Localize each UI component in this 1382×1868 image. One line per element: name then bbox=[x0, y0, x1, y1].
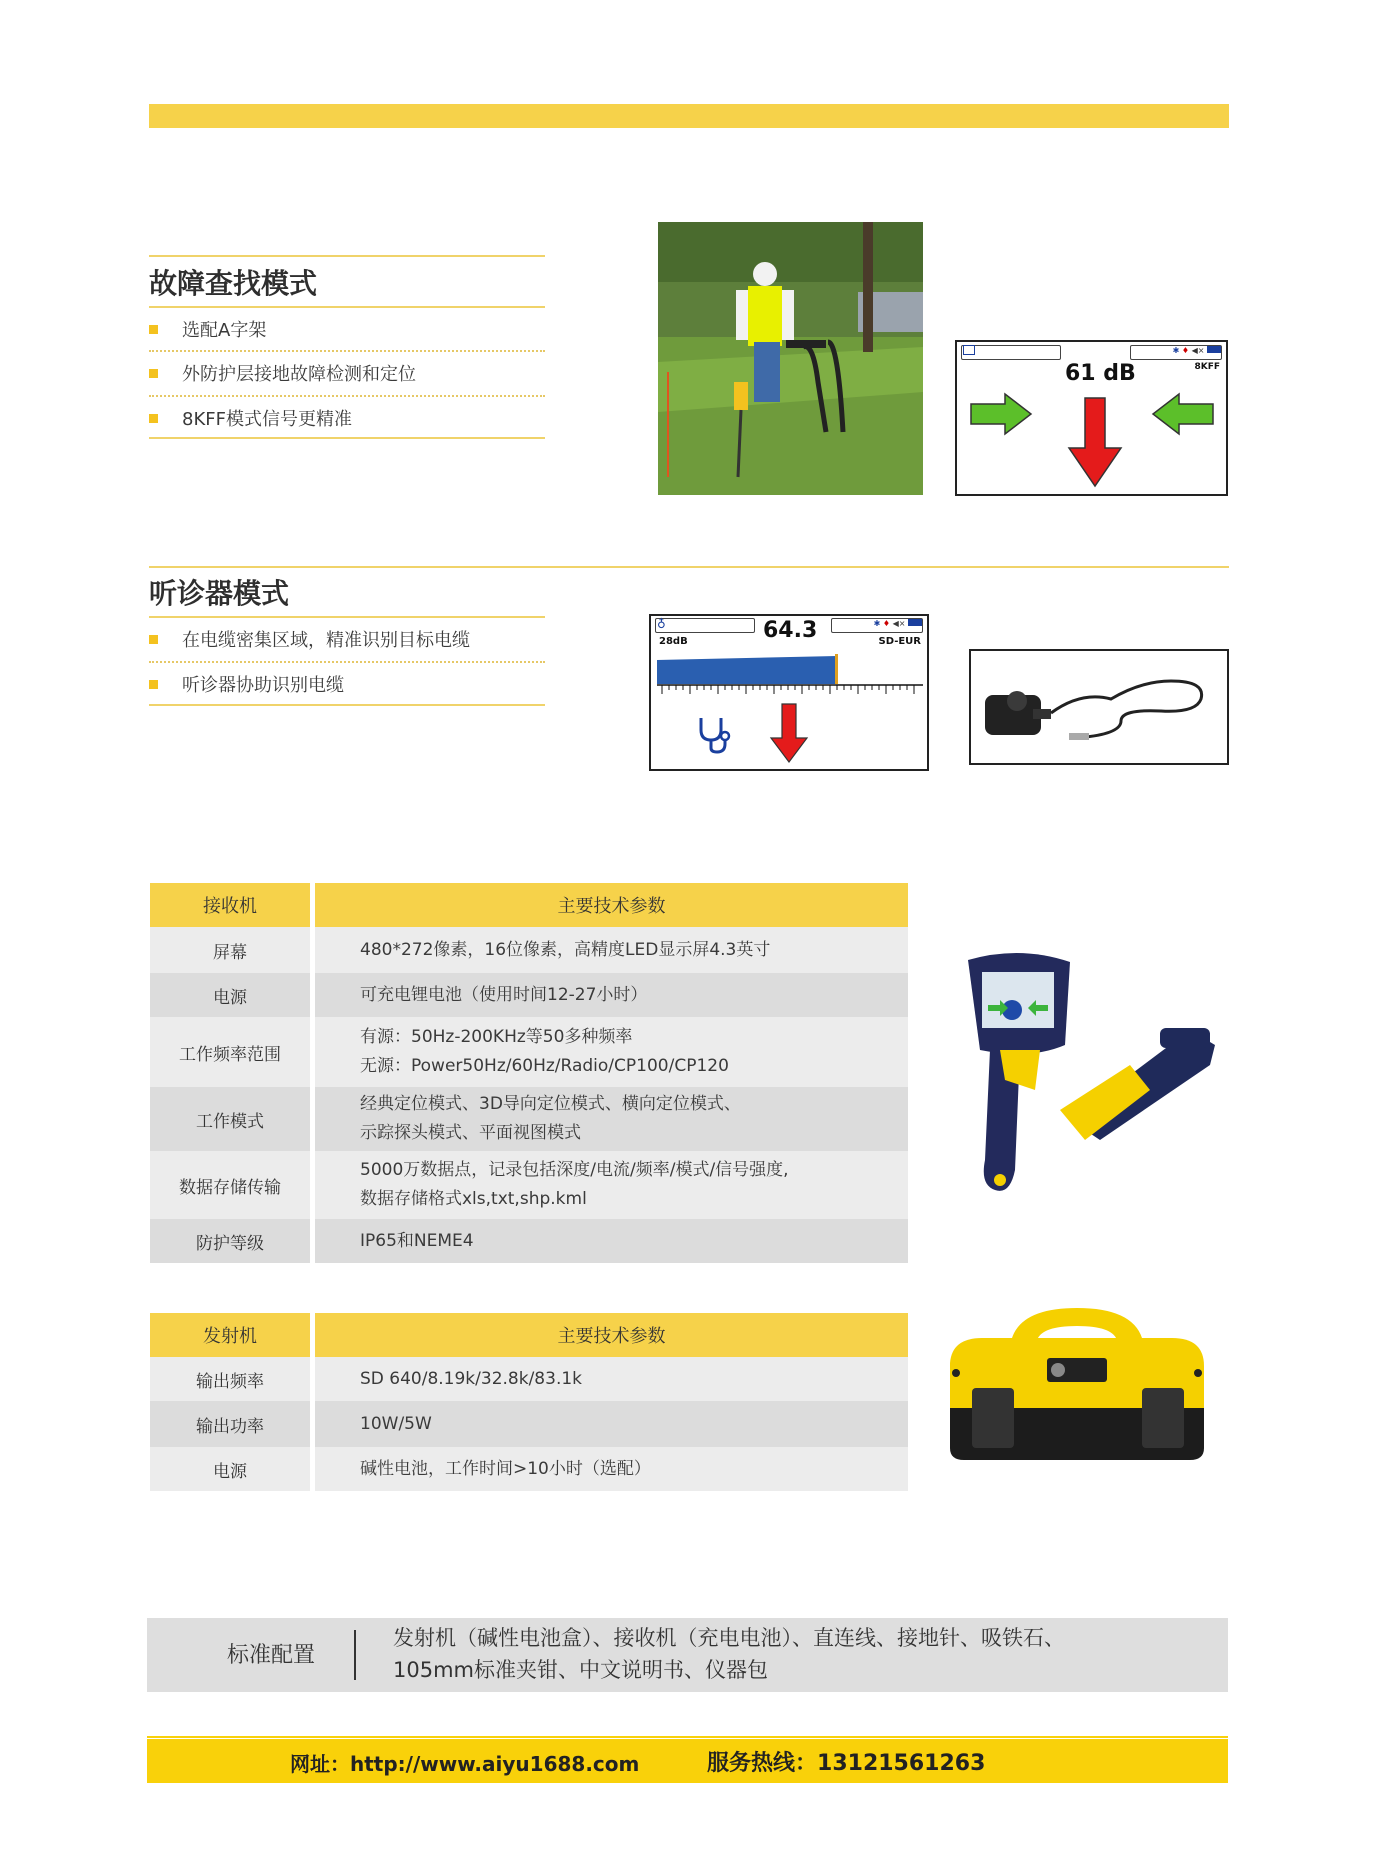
bullet-icon bbox=[149, 635, 158, 644]
feature-item: 听诊器协助识别电缆 bbox=[149, 671, 344, 697]
table-row bbox=[150, 1401, 908, 1447]
mode-label: SD-EUR bbox=[878, 636, 921, 647]
row-value: 10W/5W bbox=[315, 1401, 908, 1447]
feature-item: 在电缆密集区域，精准识别目标电缆 bbox=[149, 626, 470, 652]
table-row bbox=[150, 973, 908, 1017]
divider bbox=[149, 350, 545, 352]
status-icons bbox=[1130, 345, 1222, 360]
row-label: 电源 bbox=[150, 1447, 315, 1491]
table-header-row bbox=[150, 883, 908, 927]
row-label: 防护等级 bbox=[150, 1219, 315, 1263]
transmitter-device-image bbox=[942, 1308, 1212, 1463]
row-label: 电源 bbox=[150, 973, 315, 1017]
table-row bbox=[150, 1017, 908, 1087]
header-cell: 接收机 bbox=[150, 883, 315, 927]
top-accent-bar bbox=[149, 104, 1229, 128]
table-header-row bbox=[150, 1313, 908, 1357]
section-title-stetho: 听诊器模式 bbox=[149, 577, 290, 610]
arrow-down-red-icon bbox=[769, 702, 809, 764]
bluetooth-icon: ✱ bbox=[873, 619, 881, 628]
config-divider bbox=[354, 1630, 356, 1680]
stethoscope-icon bbox=[695, 714, 735, 754]
row-label: 输出频率 bbox=[150, 1357, 315, 1401]
stethoscope-small-icon: ♁ bbox=[657, 617, 666, 631]
feature-item: 8KFF模式信号更精准 bbox=[149, 405, 352, 431]
bullet-icon bbox=[149, 325, 158, 334]
gps-pin-icon: ♦ bbox=[882, 619, 891, 628]
status-tab bbox=[655, 618, 755, 633]
row-value: 碱性电池，工作时间>10小时（选配） bbox=[315, 1447, 908, 1491]
header-cell: 主要技术参数 bbox=[315, 1313, 908, 1357]
receiver-spec-table bbox=[150, 883, 908, 1263]
transmitter-spec-table bbox=[150, 1313, 908, 1491]
receiver-device-image bbox=[960, 950, 1230, 1205]
table-row bbox=[150, 927, 908, 973]
row-value: 可充电锂电池（使用时间12-27小时） bbox=[315, 973, 908, 1017]
bullet-icon bbox=[149, 369, 158, 378]
row-label: 屏幕 bbox=[150, 927, 315, 973]
row-value: 480*272像素，16位像素，高精度LED显示屏4.3英寸 bbox=[315, 927, 908, 973]
section-title-underline bbox=[149, 306, 545, 308]
feature-item: 外防护层接地故障检测和定位 bbox=[149, 360, 416, 386]
speaker-mute-icon: ◀× bbox=[892, 619, 906, 628]
divider bbox=[149, 395, 545, 397]
section-top-line bbox=[149, 566, 1229, 568]
config-items: 发射机（碱性电池盒）、接收机（充电电池）、直连线、接地针、吸铁石、 105mm标准夹钳、中文说明书、仪器包 bbox=[393, 1626, 1065, 1682]
bluetooth-icon: ✱ bbox=[1172, 346, 1180, 355]
mode-label: 8KFF bbox=[1194, 362, 1220, 372]
status-icons bbox=[831, 618, 923, 633]
battery-level-icon bbox=[1207, 346, 1221, 353]
gain-label: 28dB bbox=[659, 636, 688, 647]
config-label: 标准配置 bbox=[227, 1643, 316, 1668]
table-row bbox=[150, 1219, 908, 1263]
row-label: 工作模式 bbox=[150, 1087, 315, 1151]
table-row bbox=[150, 1357, 908, 1401]
gps-pin-icon: ♦ bbox=[1181, 346, 1190, 355]
header-cell: 发射机 bbox=[150, 1313, 315, 1357]
hotline-number: 13121561263 bbox=[817, 1751, 986, 1776]
row-label: 工作频率范围 bbox=[150, 1017, 315, 1087]
signal-bar-gauge bbox=[657, 654, 923, 696]
row-value: 有源：50Hz-200KHz等50多种频率 无源：Power50Hz/60Hz/Radio/CP100/CP120 bbox=[315, 1017, 908, 1087]
footer-top-line bbox=[147, 1736, 1228, 1738]
receiver-screen-stetho bbox=[649, 614, 929, 771]
arrow-down-red-icon bbox=[1067, 396, 1123, 488]
hotline: 服务热线：13121561263 bbox=[707, 1751, 986, 1776]
arrow-right-green-icon bbox=[969, 392, 1033, 436]
feature-item: 选配A字架 bbox=[149, 316, 266, 342]
section-top-line bbox=[149, 255, 545, 257]
battery-icon bbox=[963, 345, 975, 355]
row-value: SD 640/8.19k/32.8k/83.1k bbox=[315, 1357, 908, 1401]
row-label: 数据存储传输 bbox=[150, 1151, 315, 1219]
section-title-underline bbox=[149, 616, 545, 618]
divider bbox=[149, 661, 545, 663]
website-link[interactable]: http://www.aiyu1688.com bbox=[350, 1752, 640, 1776]
receiver-screen-fault bbox=[955, 340, 1228, 496]
row-value: 经典定位模式、3D导向定位模式、横向定位模式、 示踪探头模式、平面视图模式 bbox=[315, 1087, 908, 1151]
row-value: 5000万数据点，记录包括深度/电流/频率/模式/信号强度, 数据存储格式xls,txt,shp.kml bbox=[315, 1151, 908, 1219]
stethoscope-probe-photo bbox=[969, 649, 1229, 765]
status-tab bbox=[961, 345, 1061, 360]
bullet-icon bbox=[149, 680, 158, 689]
header-cell: 主要技术参数 bbox=[315, 883, 908, 927]
signal-readout: 64.3 bbox=[763, 618, 818, 643]
bullet-icon bbox=[149, 414, 158, 423]
arrow-left-green-icon bbox=[1151, 392, 1215, 436]
section-bottom-line bbox=[149, 704, 545, 706]
speaker-mute-icon: ◀× bbox=[1191, 346, 1205, 355]
row-value: IP65和NEME4 bbox=[315, 1219, 908, 1263]
footer-bar bbox=[147, 1739, 1228, 1783]
battery-level-icon bbox=[908, 619, 922, 626]
field-worker-photo bbox=[658, 222, 923, 495]
row-label: 输出功率 bbox=[150, 1401, 315, 1447]
db-readout: 61 dB bbox=[1065, 361, 1136, 386]
table-row bbox=[150, 1087, 908, 1151]
table-row bbox=[150, 1447, 908, 1491]
website: 网址：http://www.aiyu1688.com bbox=[290, 1752, 640, 1776]
section-bottom-line bbox=[149, 437, 545, 439]
section-title-fault: 故障查找模式 bbox=[149, 267, 318, 300]
table-row bbox=[150, 1151, 908, 1219]
standard-config-box bbox=[147, 1618, 1228, 1692]
